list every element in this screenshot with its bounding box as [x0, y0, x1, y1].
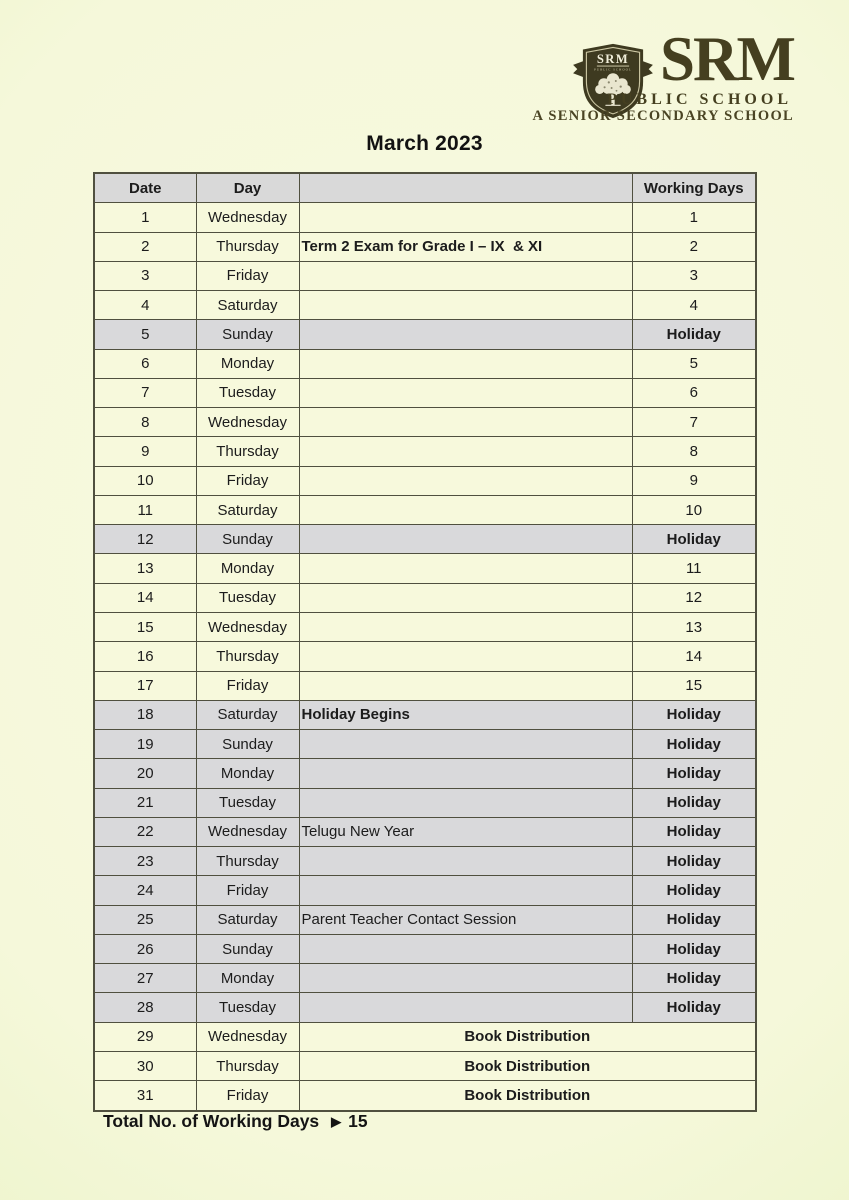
date-cell: 6: [94, 349, 196, 378]
day-cell: Tuesday: [196, 583, 299, 612]
working-days-cell: 9: [632, 466, 756, 495]
event-cell: [299, 876, 632, 905]
school-tagline: A SENIOR SECONDARY SCHOOL: [532, 108, 794, 124]
working-days-cell: 5: [632, 349, 756, 378]
event-cell: [299, 964, 632, 993]
working-days-cell: 8: [632, 437, 756, 466]
date-cell: 18: [94, 700, 196, 729]
date-cell: 3: [94, 261, 196, 290]
table-row: [94, 554, 756, 583]
table-row: [94, 320, 756, 349]
day-cell: Saturday: [196, 700, 299, 729]
working-days-cell: 6: [632, 378, 756, 407]
date-cell: 23: [94, 847, 196, 876]
date-cell: 28: [94, 993, 196, 1022]
table-row: [94, 642, 756, 671]
date-cell: 27: [94, 964, 196, 993]
event-cell: [299, 612, 632, 641]
table-row: [94, 847, 756, 876]
working-days-cell: 3: [632, 261, 756, 290]
table-row: [94, 525, 756, 554]
table-row: [94, 876, 756, 905]
working-days-cell: Holiday: [632, 876, 756, 905]
event-cell: [299, 788, 632, 817]
table-row: [94, 817, 756, 846]
table-row: [94, 730, 756, 759]
date-cell: 16: [94, 642, 196, 671]
date-cell: 21: [94, 788, 196, 817]
day-cell: Sunday: [196, 934, 299, 963]
date-cell: 11: [94, 495, 196, 524]
working-days-cell: Holiday: [632, 525, 756, 554]
table-row: [94, 759, 756, 788]
event-cell: [299, 847, 632, 876]
table-row: [94, 934, 756, 963]
event-cell: [299, 759, 632, 788]
date-cell: 31: [94, 1081, 196, 1111]
svg-text:PUBLIC SCHOOL: PUBLIC SCHOOL: [594, 67, 632, 72]
date-cell: 20: [94, 759, 196, 788]
event-cell: Parent Teacher Contact Session: [299, 905, 632, 934]
table-row: [94, 1081, 756, 1111]
event-cell: [299, 261, 632, 290]
day-cell: Wednesday: [196, 203, 299, 232]
day-cell: Monday: [196, 964, 299, 993]
table-row: [94, 964, 756, 993]
day-cell: Sunday: [196, 525, 299, 554]
arrow-right-icon: ▶: [331, 1114, 342, 1129]
header-day: Day: [196, 173, 299, 203]
date-cell: 30: [94, 1051, 196, 1080]
table-row: [94, 349, 756, 378]
date-cell: 19: [94, 730, 196, 759]
working-days-cell: Holiday: [632, 993, 756, 1022]
total-label: Total No. of Working Days: [103, 1111, 320, 1131]
header-date: Date: [94, 173, 196, 203]
table-row: [94, 408, 756, 437]
day-cell: Friday: [196, 466, 299, 495]
day-cell: Monday: [196, 554, 299, 583]
day-cell: Thursday: [196, 1051, 299, 1080]
table-row: [94, 232, 756, 261]
working-days-cell: 13: [632, 612, 756, 641]
table-row: [94, 1051, 756, 1080]
event-cell: [299, 525, 632, 554]
day-cell: Thursday: [196, 232, 299, 261]
working-days-cell: Holiday: [632, 964, 756, 993]
working-days-cell: Holiday: [632, 934, 756, 963]
day-cell: Friday: [196, 876, 299, 905]
event-cell: [299, 495, 632, 524]
working-days-cell: Holiday: [632, 847, 756, 876]
table-row: [94, 905, 756, 934]
event-cell: [299, 993, 632, 1022]
day-cell: Friday: [196, 1081, 299, 1111]
table-row: [94, 437, 756, 466]
working-days-cell: Holiday: [632, 788, 756, 817]
date-cell: 25: [94, 905, 196, 934]
day-cell: Friday: [196, 261, 299, 290]
day-cell: Wednesday: [196, 817, 299, 846]
date-cell: 9: [94, 437, 196, 466]
svg-text:SRM: SRM: [596, 51, 630, 66]
date-cell: 4: [94, 291, 196, 320]
event-cell: [299, 291, 632, 320]
working-days-cell: 14: [632, 642, 756, 671]
day-cell: Saturday: [196, 291, 299, 320]
table-row: [94, 612, 756, 641]
working-days-cell: 15: [632, 671, 756, 700]
day-cell: Tuesday: [196, 788, 299, 817]
table-row: [94, 495, 756, 524]
event-cell: [299, 203, 632, 232]
working-days-cell: 11: [632, 554, 756, 583]
day-cell: Sunday: [196, 320, 299, 349]
working-days-cell: Holiday: [632, 759, 756, 788]
day-cell: Friday: [196, 671, 299, 700]
event-cell: [299, 554, 632, 583]
table-row: [94, 291, 756, 320]
working-days-cell: 4: [632, 291, 756, 320]
date-cell: 17: [94, 671, 196, 700]
day-cell: Thursday: [196, 437, 299, 466]
school-type: PUBLIC SCHOOL: [607, 91, 792, 108]
table-row: [94, 378, 756, 407]
working-days-cell: 12: [632, 583, 756, 612]
working-days-cell: 2: [632, 232, 756, 261]
date-cell: 8: [94, 408, 196, 437]
event-cell: Book Distribution: [299, 1081, 756, 1111]
event-cell: [299, 349, 632, 378]
day-cell: Saturday: [196, 905, 299, 934]
date-cell: 2: [94, 232, 196, 261]
event-cell: [299, 934, 632, 963]
day-cell: Saturday: [196, 495, 299, 524]
date-cell: 5: [94, 320, 196, 349]
school-name: SRM: [660, 24, 794, 94]
table-row: [94, 700, 756, 729]
date-cell: 24: [94, 876, 196, 905]
working-days-cell: Holiday: [632, 700, 756, 729]
event-cell: [299, 437, 632, 466]
event-cell: Book Distribution: [299, 1051, 756, 1080]
event-cell: [299, 408, 632, 437]
day-cell: Thursday: [196, 642, 299, 671]
table-row: [94, 583, 756, 612]
header-working-days: Working Days: [632, 173, 756, 203]
total-value: 15: [348, 1111, 368, 1131]
working-days-total: [103, 1111, 368, 1132]
date-cell: 15: [94, 612, 196, 641]
calendar-table: [93, 172, 757, 1112]
event-cell: [299, 642, 632, 671]
event-cell: [299, 378, 632, 407]
date-cell: 10: [94, 466, 196, 495]
date-cell: 7: [94, 378, 196, 407]
day-cell: Monday: [196, 759, 299, 788]
event-cell: Term 2 Exam for Grade I – IX & XI: [299, 232, 632, 261]
date-cell: 13: [94, 554, 196, 583]
event-cell: [299, 320, 632, 349]
event-cell: Telugu New Year: [299, 817, 632, 846]
table-row: [94, 203, 756, 232]
date-cell: 12: [94, 525, 196, 554]
table-row: [94, 1022, 756, 1051]
event-cell: [299, 730, 632, 759]
day-cell: Tuesday: [196, 993, 299, 1022]
working-days-cell: 7: [632, 408, 756, 437]
table-row: [94, 466, 756, 495]
event-cell: Holiday Begins: [299, 700, 632, 729]
event-cell: [299, 466, 632, 495]
event-cell: Book Distribution: [299, 1022, 756, 1051]
day-cell: Wednesday: [196, 1022, 299, 1051]
working-days-cell: 1: [632, 203, 756, 232]
day-cell: Tuesday: [196, 378, 299, 407]
date-cell: 22: [94, 817, 196, 846]
date-cell: 14: [94, 583, 196, 612]
table-row: [94, 261, 756, 290]
working-days-cell: 10: [632, 495, 756, 524]
table-row: [94, 788, 756, 817]
working-days-cell: Holiday: [632, 817, 756, 846]
calendar-table-body: [94, 203, 756, 1111]
date-cell: 1: [94, 203, 196, 232]
day-cell: Wednesday: [196, 612, 299, 641]
table-row: [94, 993, 756, 1022]
working-days-cell: Holiday: [632, 905, 756, 934]
date-cell: 26: [94, 934, 196, 963]
date-cell: 29: [94, 1022, 196, 1051]
page-title: March 2023: [366, 132, 483, 155]
event-cell: [299, 583, 632, 612]
working-days-cell: Holiday: [632, 320, 756, 349]
header-event: [299, 173, 632, 203]
day-cell: Monday: [196, 349, 299, 378]
working-days-cell: Holiday: [632, 730, 756, 759]
table-row: [94, 671, 756, 700]
day-cell: Sunday: [196, 730, 299, 759]
event-cell: [299, 671, 632, 700]
table-header-row: [94, 173, 756, 203]
day-cell: Thursday: [196, 847, 299, 876]
day-cell: Wednesday: [196, 408, 299, 437]
